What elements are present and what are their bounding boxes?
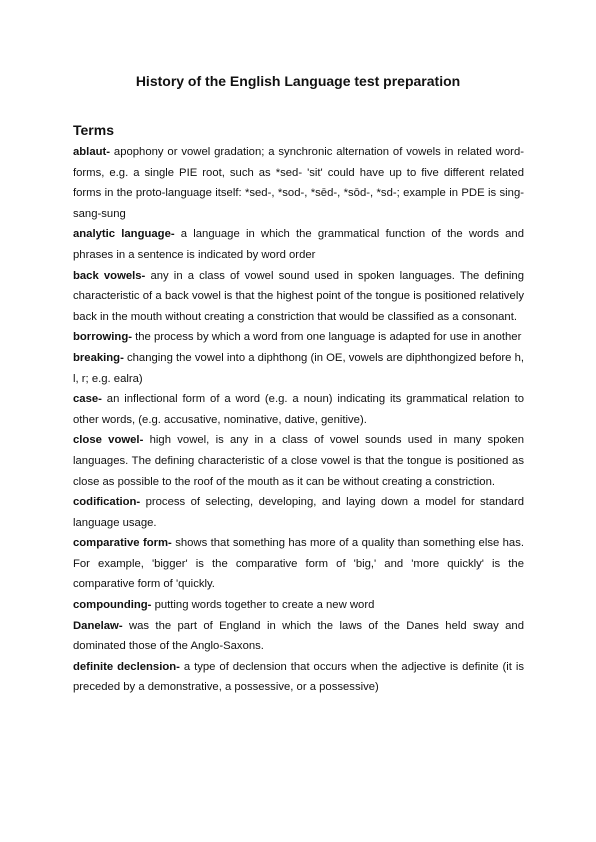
term-entry — [73, 430, 524, 492]
term-name: ablaut- — [73, 146, 111, 158]
term-name: analytic language- — [73, 228, 175, 241]
term-definition: high vowel, is any in a class of vowel sounds used in many spoken languages. The defining characteristic of a close vowel is that the tongue is positioned as close as possible to the roof of the mouth as it can be without creating a constriction. — [73, 434, 524, 488]
term-entry — [73, 595, 524, 616]
term-name: close vowel- — [73, 434, 144, 447]
term-definition: an inflectional form of a word (e.g. a noun) indicating its grammatical relation to other words, (e.g. accusative, nominative, dative, genitive). — [73, 393, 524, 426]
term-definition: any in a class of vowel sound used in spoken languages. The defining characteristic of a back vowel is that the highest point of the tongue is positioned relatively back in the mouth without creating a constriction that would be classified as a consonant. — [73, 269, 524, 323]
term-definition: changing the vowel into a diphthong (in OE, vowels are diphthongized before h, l, r; e.g. ealra) — [73, 351, 524, 385]
term-entry — [73, 266, 524, 328]
term-name: back vowels- — [73, 269, 146, 282]
document-title: History of the English Language test preparation — [135, 73, 461, 89]
term-name: definite declension- — [73, 660, 180, 673]
term-name: codification- — [73, 496, 141, 509]
term-definition: apophony or vowel gradation; a synchronic alternation of vowels in related word-forms, e.g. a single PIE root, such as *sed- 'sit' could have up to five different related forms in the proto-language itself: *sed-, *sod-, *sēd-, *sōd-, *sd-; example in PDE is sing-sang-sung — [73, 146, 524, 220]
term-name: breaking- — [73, 351, 124, 364]
term-name: case- — [73, 393, 102, 406]
term-definition: process of selecting, developing, and laying down a model for standard language usage. — [73, 496, 524, 529]
term-name: borrowing- — [73, 331, 132, 344]
term-name: Danelaw- — [73, 619, 123, 632]
term-entry — [73, 224, 524, 265]
term-definition: shows that something has more of a quality than something else has. For example, 'bigger' is the comparative form of 'big,' and 'more quickly' is the comparative form of 'quickly. — [73, 537, 525, 591]
term-definition: was the part of England in which the laws of the Danes held sway and dominated those of the Anglo-Saxons. — [73, 619, 524, 653]
term-entry — [73, 657, 524, 698]
term-entry — [73, 348, 524, 389]
section-heading-terms: Terms — [73, 122, 114, 138]
term-name: comparative form- — [73, 537, 172, 550]
term-definition: putting words together to create a new word — [151, 599, 375, 612]
term-name: compounding- — [73, 599, 152, 612]
term-entry — [73, 142, 524, 224]
term-entry — [73, 327, 524, 348]
term-definition: the process by which a word from one language is adapted for use in another — [131, 331, 522, 344]
term-entry — [73, 533, 524, 595]
term-entry — [73, 389, 524, 430]
term-entry — [73, 492, 524, 533]
term-definition: a language in which the grammatical function of the words and phrases in a sentence is indicated by word order — [73, 228, 524, 261]
terms-list — [73, 142, 524, 698]
term-definition: a type of declension that occurs when the adjective is definite (it is preceded by a demonstrative, a possessive, or a possessive) — [73, 660, 524, 694]
term-entry — [73, 616, 524, 657]
